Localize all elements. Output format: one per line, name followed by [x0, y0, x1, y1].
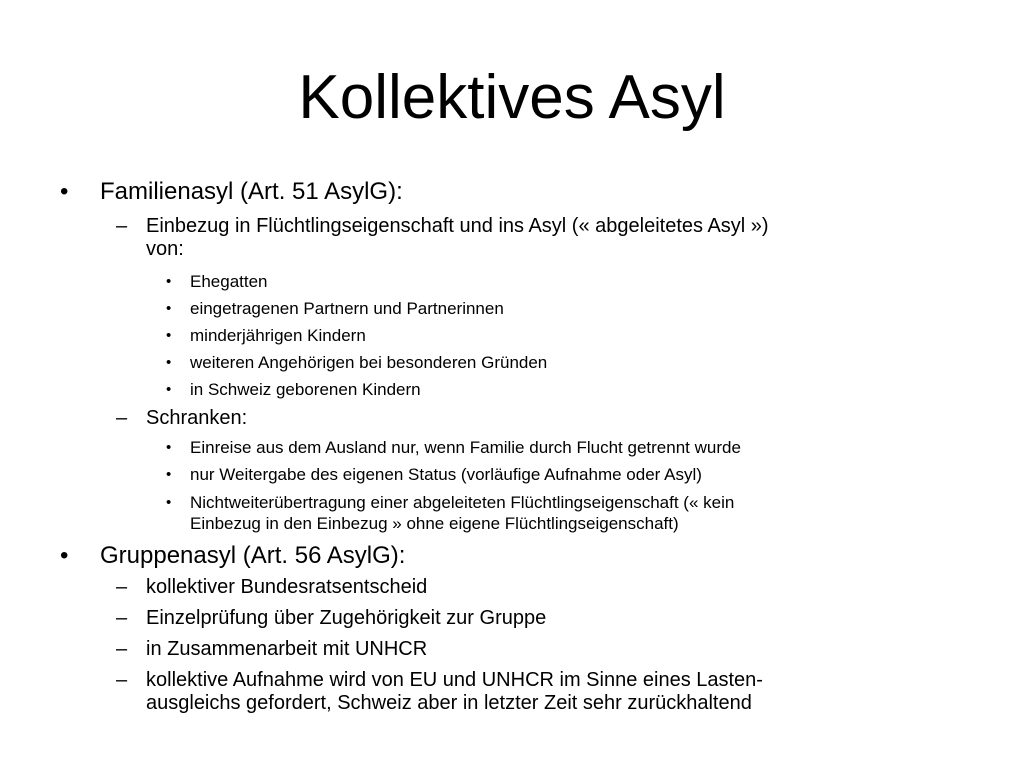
list-item-nichtweiter-line-2: Einbezug in den Einbezug » ohne eigene Flüchtlingseigenschaft): [190, 514, 679, 533]
gruppenasyl-item-einzelpruefung: Einzelprüfung über Zugehörigkeit zur Gruppe: [146, 607, 547, 629]
gruppenasyl-item-unhcr: in Zusammenarbeit mit UNHCR: [146, 638, 428, 660]
dash-schranken: –: [116, 407, 128, 429]
list-item-geborene-kinder: in Schweiz geborenen Kindern: [190, 380, 421, 399]
gruppenasyl-item-bundesrat: kollektiver Bundesratsentscheid: [146, 576, 428, 598]
slide-title: Kollektives Asyl: [298, 63, 726, 132]
bullet-weitergabe: •: [166, 466, 172, 483]
einbezug-line-2: von:: [146, 238, 184, 260]
list-item-angehoerige: weiteren Angehörigen bei besonderen Gründen: [190, 353, 548, 372]
list-item-kinder: minderjährigen Kindern: [190, 326, 366, 345]
list-item-einreise: Einreise aus dem Ausland nur, wenn Familie durch Flucht getrennt wurde: [190, 438, 741, 457]
list-item-ehegatten: Ehegatten: [190, 272, 268, 291]
schranken-label: Schranken:: [146, 407, 248, 429]
dash-bundesrat: –: [116, 576, 128, 598]
einbezug-line-1: Einbezug in Flüchtlingseigenschaft und ins Asyl (« abgeleitetes Asyl »): [146, 215, 769, 237]
gruppenasyl-item-aufnahme-line-2: ausgleichs gefordert, Schweiz aber in letzter Zeit sehr zurückhaltend: [146, 692, 752, 714]
dash-einzelpruefung: –: [116, 607, 128, 629]
bullet-ehegatten: •: [166, 273, 172, 290]
list-item-nichtweiter-line-1: Nichtweiterübertragung einer abgeleiteten Flüchtlingseigenschaft (« kein: [190, 493, 735, 512]
bullet-nichtweiter: •: [166, 494, 172, 511]
list-item-partner: eingetragenen Partnern und Partnerinnen: [190, 299, 504, 318]
bullet-partner: •: [166, 300, 172, 317]
bullet-angehoerige: •: [166, 354, 172, 371]
bullet-gruppenasyl: •: [60, 542, 69, 569]
heading-gruppenasyl: Gruppenasyl (Art. 56 AsylG):: [100, 542, 406, 569]
bullet-kinder: •: [166, 327, 172, 344]
bullet-familienasyl: •: [60, 178, 69, 205]
gruppenasyl-item-aufnahme-line-1: kollektive Aufnahme wird von EU und UNHCR im Sinne eines Lasten-: [146, 669, 763, 691]
heading-familienasyl: Familienasyl (Art. 51 AsylG):: [100, 178, 403, 205]
dash-einbezug: –: [116, 215, 128, 237]
list-item-weitergabe: nur Weitergabe des eigenen Status (vorläufige Aufnahme oder Asyl): [190, 465, 702, 484]
bullet-einreise: •: [166, 439, 172, 456]
dash-unhcr: –: [116, 638, 128, 660]
bullet-geborene-kinder: •: [166, 381, 172, 398]
dash-aufnahme: –: [116, 669, 128, 691]
